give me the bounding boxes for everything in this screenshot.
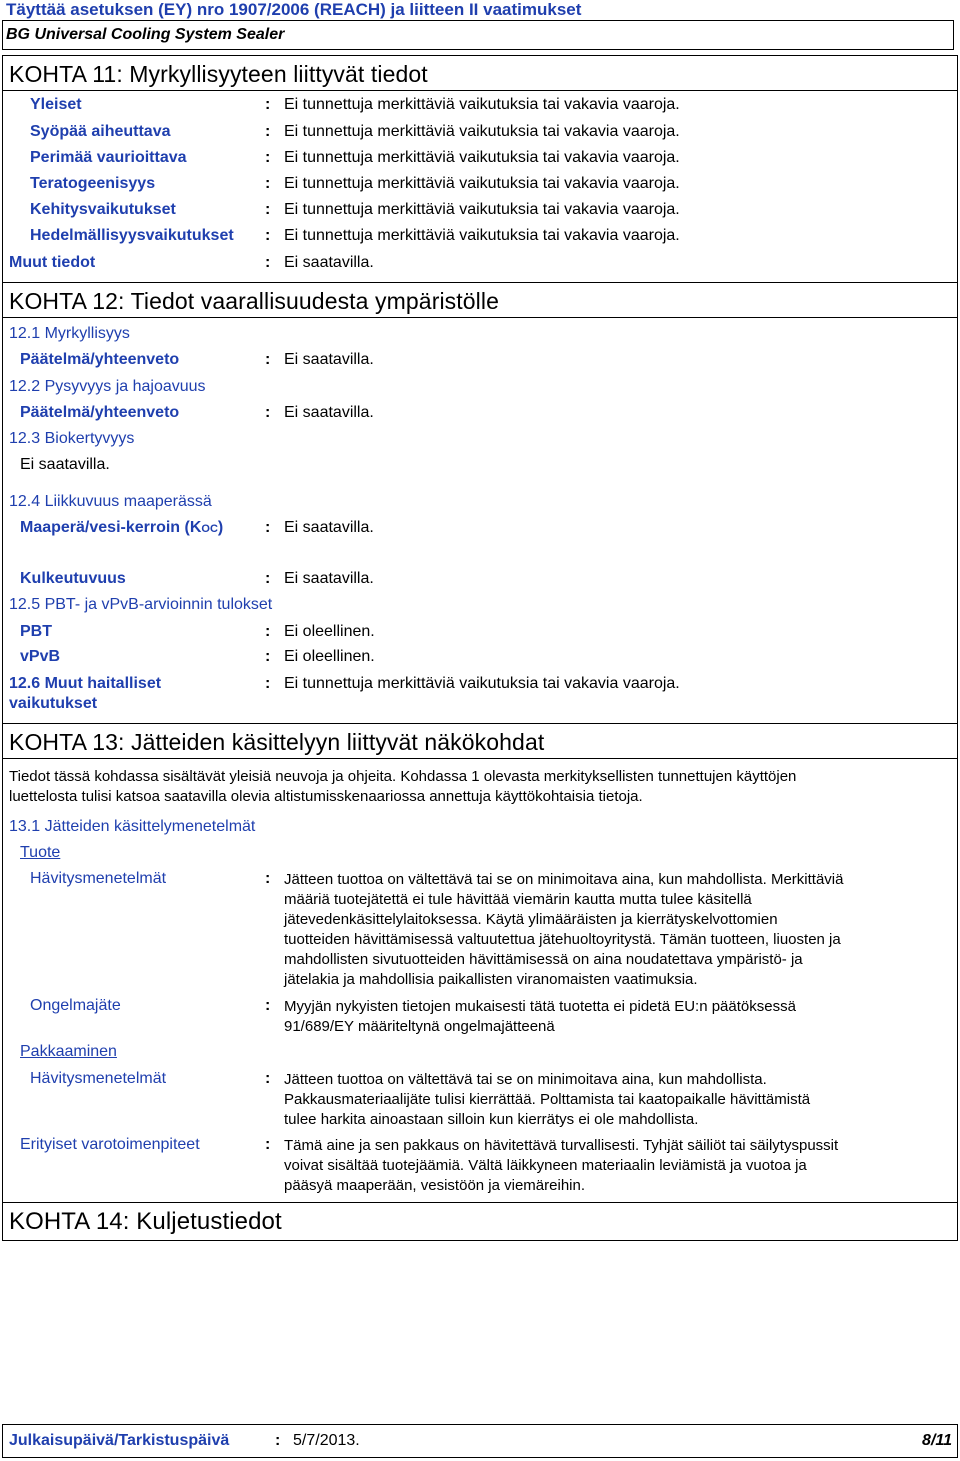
s11-label-developmental: Kehitysvaikutukset (30, 201, 176, 218)
colon: : (265, 404, 271, 421)
s13-precautions-text: Tämä aine ja sen pakkaus on hävitettävä turvallisesti. Tyhjät säiliöt tai säilytyspussit voivat sisältää tuotejäämiä. Vältä läikkyneen materiaalin leviämistä ja vuotoa ja pääsyä maaperään, vesistöön ja viemäreihin. (284, 1137, 839, 1194)
s11-value-mutagenicity: Ei tunnettuja merkittäviä vaikutuksia tai vakavia vaaroja. (284, 149, 680, 166)
section-11-title: KOHTA 11: Myrkyllisyyteen liittyvät tiedot (9, 61, 428, 87)
colon: : (265, 648, 271, 665)
section-13-title: KOHTA 13: Jätteiden käsittelyyn liittyvät näkökohdat (9, 729, 545, 755)
s11-label-teratogenicity: Teratogeenisyys (30, 175, 156, 192)
footer-date-value: 5/7/2013. (293, 1432, 360, 1449)
colon: : (265, 96, 271, 113)
s13-heading-methods: 13.1 Jätteiden käsittelymenetelmät (9, 818, 256, 835)
s13-hazardous-text: Myyjän nykyisten tietojen mukaisesti tätä tuotetta ei pidetä EU:n päätöksessä 91/689/EY määriteltynä ongelmajätteenä (284, 998, 796, 1035)
colon: : (275, 1432, 281, 1449)
s13-precautions-label: Erityiset varotoimenpiteet (20, 1136, 200, 1153)
section-14-title: KOHTA 14: Kuljetustiedot (9, 1208, 282, 1235)
s12-koc-value: Ei saatavilla. (284, 519, 374, 536)
s12-heading-persistence: 12.2 Pysyvyys ja hajoavuus (9, 378, 206, 395)
s13-product-heading: Tuote (20, 844, 61, 861)
colon: : (265, 623, 271, 640)
s13-packaging-disposal-text: Jätteen tuottoa on vältettävä tai se on minimoitava aina, kun mahdollista. Pakkausmateriaalijäte tulisi kierrättää. Polttamista tai kaatopaikalle hävittämistä tulee harkita ainoastaan silloin kun kierrätys ei ole mahdollista. (284, 1071, 811, 1128)
s12-other-effects-label-1: 12.6 Muut haitalliset (9, 675, 162, 692)
s11-value-carcinogenicity: Ei tunnettuja merkittäviä vaikutuksia tai vakavia vaaroja. (284, 123, 680, 140)
s13-packaging-disposal-label: Hävitysmenetelmät (30, 1070, 167, 1087)
s12-summary-label-2: Päätelmä/yhteenveto (20, 404, 180, 421)
s12-vpvb-value: Ei oleellinen. (284, 648, 375, 665)
colon: : (265, 175, 271, 192)
s11-label-other: Muut tiedot (9, 254, 96, 271)
colon: : (265, 123, 271, 140)
section-12-title: KOHTA 12: Tiedot vaarallisuudesta ympäristölle (9, 288, 499, 314)
colon: : (265, 201, 271, 218)
s12-heading-toxicity: 12.1 Myrkyllisyys (9, 325, 130, 342)
colon: : (265, 519, 271, 536)
colon: : (265, 149, 271, 166)
s12-pbt-label: PBT (20, 623, 52, 640)
s13-hazardous-label: Ongelmajäte (30, 997, 121, 1014)
s12-vpvb-label: vPvB (20, 648, 61, 665)
s12-heading-bioaccumulation: 12.3 Biokertyvyys (9, 430, 135, 447)
s12-summary-value-1: Ei saatavilla. (284, 351, 374, 368)
s11-value-general: Ei tunnettuja merkittäviä vaikutuksia tai vakavia vaaroja. (284, 96, 680, 113)
s12-heading-mobility: 12.4 Liikkuvuus maaperässä (9, 493, 212, 510)
s13-intro-line-1: Tiedot tässä kohdassa sisältävät yleisiä neuvoja ja ohjeita. Kohdassa 1 olevasta merkityksellisten tunnettujen käyttöjen (9, 768, 797, 785)
page-number: 8/11 (922, 1432, 952, 1449)
s12-other-effects-label-2: vaikutukset (9, 695, 98, 712)
colon: : (265, 1136, 271, 1153)
colon: : (265, 997, 271, 1014)
s11-label-general: Yleiset (30, 96, 82, 113)
s12-mobility-label: Kulkeutuvuus (20, 570, 126, 587)
colon: : (265, 1070, 271, 1087)
s11-value-other: Ei saatavilla. (284, 254, 374, 271)
regulation-header: Täyttää asetuksen (EY) nro 1907/2006 (REACH) ja liitteen II vaatimukset (6, 0, 582, 19)
colon: : (265, 570, 271, 587)
footer-date-label: Julkaisupäivä/Tarkistuspäivä (9, 1432, 230, 1449)
colon: : (265, 254, 271, 271)
s12-summary-label-1: Päätelmä/yhteenveto (20, 351, 180, 368)
s11-value-fertility: Ei tunnettuja merkittäviä vaikutuksia tai vakavia vaaroja. (284, 227, 680, 244)
s11-value-teratogenicity: Ei tunnettuja merkittäviä vaikutuksia tai vakavia vaaroja. (284, 175, 680, 192)
s11-value-developmental: Ei tunnettuja merkittäviä vaikutuksia tai vakavia vaaroja. (284, 201, 680, 218)
s12-pbt-value: Ei oleellinen. (284, 623, 375, 640)
s12-summary-value-2: Ei saatavilla. (284, 404, 374, 421)
colon: : (265, 675, 271, 692)
s11-label-mutagenicity: Perimää vaurioittava (30, 149, 187, 166)
s12-bioaccumulation-value: Ei saatavilla. (20, 456, 110, 473)
s13-packaging-heading: Pakkaaminen (20, 1043, 117, 1060)
colon: : (265, 227, 271, 244)
s13-intro-line-2: luettelosta tulisi katsoa saatavilla olevia altistumisskenaariossa annettuja käyttökohtaisia tietoja. (9, 788, 643, 805)
s12-mobility-value: Ei saatavilla. (284, 570, 374, 587)
s12-heading-pbt: 12.5 PBT- ja vPvB-arvioinnin tulokset (9, 596, 273, 613)
s13-product-disposal-label: Hävitysmenetelmät (30, 870, 167, 887)
s11-label-carcinogenicity: Syöpää aiheuttava (30, 123, 171, 140)
colon: : (265, 351, 271, 368)
s13-product-disposal-text: Jätteen tuottoa on vältettävä tai se on minimoitava aina, kun mahdollista. Merkittäviä määriä tuotejätettä ei tule hävittää viemärin kautta mutta tulee käsitellä jätevedenkäsittelylaitoksessa. Käytä ylimääräisten ja kierrätyskelvottomien tuotteiden hävittämisessä valtuutettua jätehuoltoyritystä. Tämän tuotteen, liuosten ja mahdollisten sivutuotteiden hävittämisessä on aina noudatettava ympäristö- ja jätelakia ja mahdollisia paikallisten viranomaisten vaatimuksia. (284, 871, 844, 988)
colon: : (265, 870, 271, 887)
product-name: BG Universal Cooling System Sealer (6, 26, 285, 43)
s12-koc-label: Maaperä/vesi-kerroin (KOC) (20, 519, 224, 536)
s12-other-effects-value: Ei tunnettuja merkittäviä vaikutuksia tai vakavia vaaroja. (284, 675, 680, 692)
s11-label-fertility: Hedelmällisyysvaikutukset (30, 227, 234, 244)
